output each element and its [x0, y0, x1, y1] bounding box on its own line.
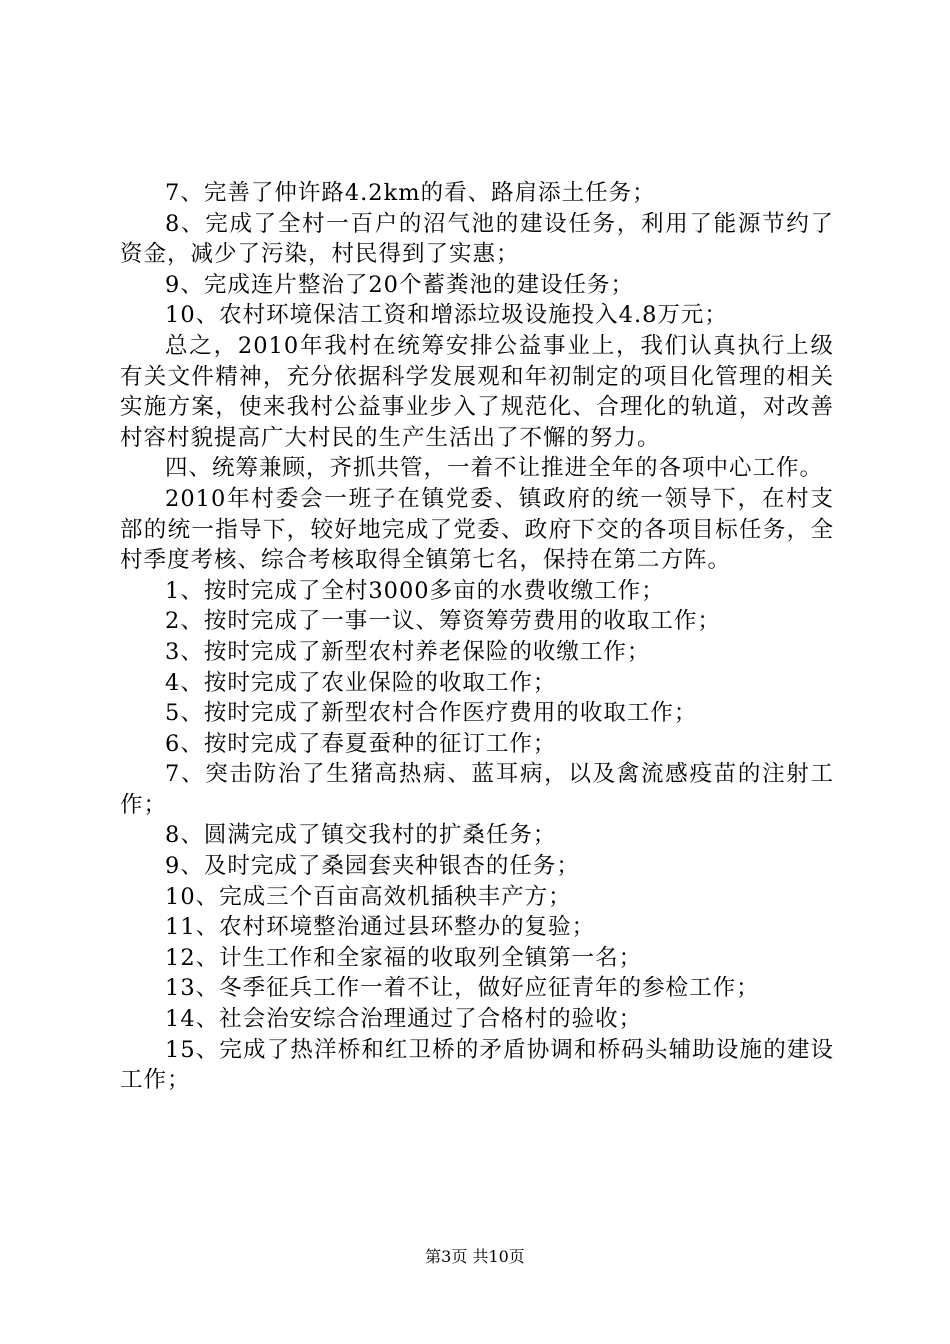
paragraph: 6、按时完成了春夏蚕种的征订工作；: [165, 730, 557, 757]
paragraph: 3、按时完成了新型农村养老保险的收缴工作；: [165, 638, 651, 665]
document-body: [120, 178, 834, 1096]
page-number-footer: 第3页 共10页: [425, 1247, 525, 1266]
paragraph: 12、计生工作和全家福的收取列全镇第一名；: [165, 944, 643, 971]
paragraph: 总之，2010年我村在统筹安排公益事业上，我们认真执行上级有关文件精神，充分依据科学发展观和年初制定的项目化管理的相关实施方案，使来我村公益事业步入了规范化、合理化的轨道，对改善村容村貌提高广大村民的生产生活出了不懈的努力。: [120, 332, 834, 451]
paragraph: 2、按时完成了一事一议、筹资筹劳费用的收取工作；: [165, 608, 721, 635]
paragraph: 14、社会治安综合治理通过了合格村的验收；: [165, 1006, 643, 1033]
paragraph: 2010年村委会一班子在镇党委、镇政府的统一领导下，在村支部的统一指导下，较好地完成了党委、政府下交的各项目标任务，全村季度考核、综合考核取得全镇第七名，保持在第二方阵。: [120, 485, 834, 574]
paragraph: 5、按时完成了新型农村合作医疗费用的收取工作；: [165, 700, 698, 727]
paragraph: 7、突击防治了生猪高热病、蓝耳病，以及禽流感疫苗的注射工作；: [120, 761, 834, 818]
paragraph: 13、冬季征兵工作一着不让，做好应征青年的参检工作；: [165, 975, 760, 1002]
section-heading: 四、统筹兼顾，齐抓共管，一着不让推进全年的各项中心工作。: [165, 455, 824, 482]
paragraph: 7、完善了仲许路4.2km的看、路肩添土任务；: [165, 180, 656, 206]
paragraph: 1、按时完成了全村3000多亩的水费收缴工作；: [165, 577, 665, 604]
paragraph: 10、农村环境保洁工资和增添垃圾设施投入4.8万元；: [165, 302, 728, 329]
paragraph: 4、按时完成了农业保险的收取工作；: [165, 669, 557, 696]
paragraph: 15、完成了热洋桥和红卫桥的矛盾协调和桥码头辅助设施的建设工作；: [120, 1036, 834, 1094]
paragraph: 10、完成三个百亩高效机插秧丰产方；: [165, 883, 572, 910]
paragraph: 8、完成了全村一百户的沼气池的建设任务，利用了能源节约了资金，减少了污染，村民得到了实惠；: [120, 210, 834, 268]
paragraph: 8、圆满完成了镇交我村的扩桑任务；: [165, 822, 557, 849]
paragraph: 9、完成连片整治了20个蓄粪池的建设任务；: [165, 271, 634, 298]
paragraph: 9、及时完成了桑园套夹种银杏的任务；: [165, 853, 580, 880]
paragraph: 11、农村环境整治通过县环整办的复验；: [165, 914, 596, 941]
